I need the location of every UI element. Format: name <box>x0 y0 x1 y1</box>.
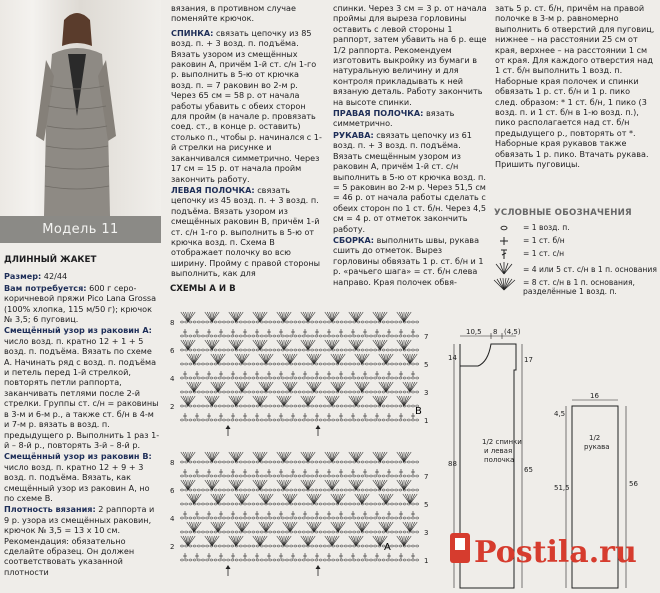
row-number-right: 7 <box>424 473 429 481</box>
row-number-left: 8 <box>170 459 175 467</box>
pattern-b-label: Смещённый узор из раковин В: <box>4 451 152 462</box>
legend-symbols <box>492 222 520 292</box>
dim-sleeve-side: 4,5 <box>554 410 566 418</box>
row-number-left: 6 <box>170 347 175 355</box>
materials-value: 600 г серо-коричневой пряжи Pico Lana Grossa (100% хлопка, 115 м/50 г); крючок № 3,5; 6 пуговиц. <box>4 282 157 325</box>
dim-shoulder: 8 <box>493 328 498 336</box>
model-figure-image <box>30 6 122 216</box>
schema-a <box>170 452 428 576</box>
schemas-title: СХЕМЫ А И В <box>170 284 236 294</box>
schema-b <box>170 312 428 436</box>
row-number-right: 1 <box>424 557 429 565</box>
row-number-left: 2 <box>170 403 175 411</box>
jacket-title: ДЛИННЫЙ ЖАКЕТ <box>4 255 97 265</box>
schema-b-label: B <box>415 406 422 417</box>
watermark-text: Postila.ru <box>474 535 637 570</box>
row-number-right: 1 <box>424 417 429 425</box>
dim-neck-depth: 14 <box>448 354 457 362</box>
body-label-line1: 1/2 спинки <box>482 438 522 446</box>
col3-intro: спинки. Через 3 см = 3 р. от начала проймы для выреза горловины оставить с левой стороны 1 раппорт, затем убавить на 6 р. еще 1/2 раппорта. Рекомендуем изготовить выкройку из бумаги в натуральную величину и для контроля прикладывать к ней вязаную деталь. Работу закончить на высоте спинки. <box>333 3 487 107</box>
legend-item-chain: = 1 возд. п. <box>523 223 570 232</box>
legend-item-shell-large: = 8 ст. с/н в 1 п. основания, разделённые 1 возд. п. <box>523 278 635 297</box>
crochet-schema <box>168 296 438 588</box>
column-materials <box>4 255 160 578</box>
dim-sleeve-inner: 51,5 <box>554 484 570 492</box>
finishing-text: зать 5 р. ст. б/н, причём на правой полочке в 3-м р. равномерно выполнить 6 отверстий для пуговиц, нижнее – на расстоянии 25 см от края, верхнее – на расстоянии 1 см от края. Для каждого отверстия над 1 ст. б/н выполнить 1 возд. п. Наборные края полочек и спинки обвязать 1 р. ст. б/н и 1 р. пико след. образом: * 1 ст. б/н, 1 пико (3 возд. п. и 1 ст. б/н в 1-ю возд. п.), пико располагается над ст. б/н предыдущего р., повторять от *. Наборные края рукавов также обвязать 1 р. пико. Втачать рукава. Пришить пуговицы. <box>495 3 655 170</box>
right-front-value: вязать симметрично. <box>333 108 455 129</box>
back-value: связать цепочку из 85 возд. п. + 3 возд. п. подъёма. Вязать узором из смещённых раковин А, причём 1-й ст. с/н 1-го р. выполнить в 5-ю от крючка возд. п. = 7 раковин во 2-м р. Через 65 см = 58 р. от начала работы убавить с обеих сторон для пройм (в начале р. провязать соед. ст., в конце р. оставить) столько п., чтобы р. начинался с 1-й стрелки на рисунке и заканчивался симметрично. Через 17 см = 15 р. от начала пройм закончить работу. <box>171 27 322 184</box>
size-label: Размер: <box>4 271 42 282</box>
column-sleeves-assembly <box>333 3 489 288</box>
model-photo <box>0 0 161 243</box>
column-finishing <box>495 3 655 171</box>
legend-item-sc: = 1 ст. б/н <box>523 236 565 245</box>
row-number-left: 4 <box>170 515 175 523</box>
sleeve-label-line1: 1/2 <box>589 434 601 442</box>
row-number-right: 5 <box>424 501 429 509</box>
assembly-value: выполнить швы, рукава сшить до отметок. Вырез горловины обвязать 1 р. ст. б/н и 1 р. «рачьего шага» = ст. б/н слева направо. Края полочек обвя- <box>333 234 484 287</box>
col2-intro: вязания, в противном случае поменяйте крючок. <box>171 3 296 24</box>
legend-title: УСЛОВНЫЕ ОБОЗНАЧЕНИЯ <box>494 208 632 218</box>
single-crochet-icon <box>500 237 508 245</box>
body-label-line3: полочка <box>484 456 515 464</box>
row-number-left: 2 <box>170 543 175 551</box>
row-number-right: 3 <box>424 389 429 397</box>
dim-armhole-depth: 17 <box>524 356 533 364</box>
sleeve-label: РУКАВА: <box>333 129 374 140</box>
row-number-right: 7 <box>424 333 429 341</box>
sleeve-value: связать цепочку из 61 возд. п. + 3 возд. п. подъёма. Вязать смещённым узором из раковин А, причём 1-й ст. с/н выполнить в 5-ю от крючка возд. п. = 5 раковин во 2-м р. Через 51,5 см = 46 р. от начала работы сделать с обеих сторон по 1 ст. б/н. Через 4,5 см = 4 р. от отметок закончить работу. <box>333 129 487 234</box>
shell-small-icon <box>496 262 512 274</box>
dim-sleeve-height: 56 <box>629 480 638 488</box>
pattern-a-value: число возд. п. кратно 12 + 1 + 5 возд. п. подъёма. Вязать по схеме А. Начинать ряд с возд. п. подъёма и петель перед 1-й стрелкой, повторять петли раппорта, заканчивать петлями после 2-й стрелки. Группы ст. с/н = раковины в 3-м и 6-м р., а также ст. б/н в 4-м и 7-м р. вязать в возд. п. предыдущего р. Выполнить 1 раз 1-й – 8-й р., повторять 3-й – 8-й р. <box>4 335 160 450</box>
dim-armhole: (4,5) <box>504 328 521 336</box>
model-label: Модель 11 <box>0 216 161 243</box>
dim-sleeve-top: 16 <box>590 392 599 400</box>
shell-large-icon <box>494 278 515 290</box>
dim-side-length: 65 <box>524 466 533 474</box>
density-value: 2 раппорта и 9 р. узора из смещённых раковин, крючок № 3,5 = 13 x 10 см. Рекомендация: обязательно сделайте образец. Он должен соответствовать указанной плотности <box>4 504 155 577</box>
row-number-right: 3 <box>424 529 429 537</box>
size-value: 42/44 <box>41 271 68 282</box>
density-label: Плотность вязания: <box>4 504 96 515</box>
postila-logo-icon <box>447 530 473 566</box>
dim-total-length: 88 <box>448 460 457 468</box>
row-number-left: 6 <box>170 487 175 495</box>
pattern-b-value: число возд. п. кратно 12 + 9 + 3 возд. п. подъёма. Вязать, как смещённый узор из раковин А, но по схеме В. <box>4 461 150 503</box>
column-back-front <box>171 3 323 280</box>
right-front-label: ПРАВАЯ ПОЛОЧКА: <box>333 108 424 119</box>
double-crochet-icon <box>501 250 507 259</box>
legend-item-dc: = 1 ст. с/н <box>523 249 565 258</box>
sleeve-label-line2: рукава <box>584 443 610 451</box>
schema-a-label: A <box>384 542 391 553</box>
legend-item-shell-small: = 4 или 5 ст. с/н в 1 п. основания <box>523 265 657 274</box>
row-number-left: 4 <box>170 375 175 383</box>
row-number-right: 5 <box>424 361 429 369</box>
pattern-a-label: Смещённый узор из раковин А: <box>4 325 152 336</box>
chain-stitch-icon <box>501 226 507 230</box>
materials-label: Вам потребуется: <box>4 282 87 293</box>
left-front-label: ЛЕВАЯ ПОЛОЧКА: <box>171 184 255 195</box>
row-number-left: 8 <box>170 319 175 327</box>
assembly-label: СБОРКА: <box>333 234 375 245</box>
left-front-value: связать цепочку из 45 возд. п. + 3 возд. п. подъёма. Вязать узором из смещённых раковин В, причём 1-й ст. с/н 1-го р. выполнить в 5-ю от крючка возд. п. Схема В отображает полочку во всю ширину. Пройму с правой стороны выполнить, как для <box>171 184 321 279</box>
back-label: СПИНКА: <box>171 27 214 38</box>
body-label-line2: и левая <box>484 447 513 455</box>
dim-neck-width: 10,5 <box>466 328 482 336</box>
